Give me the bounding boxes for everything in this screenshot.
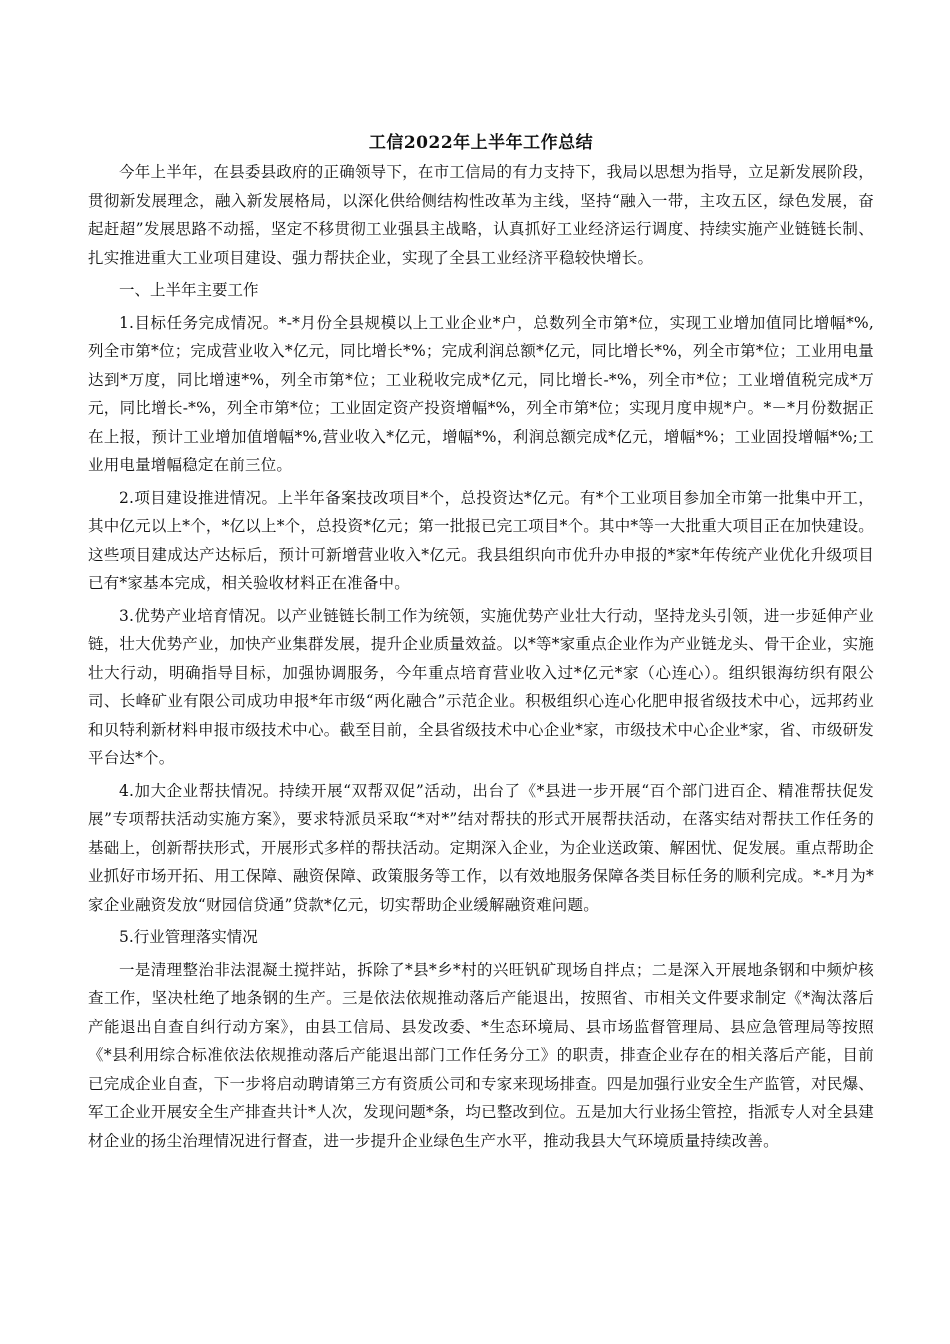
section-heading-1: 一、上半年主要工作 [119,281,259,299]
document-title: 工信2022年上半年工作总结 [368,133,594,153]
paragraph-item-3: 3.优势产业培育情况。以产业链链长制工作为统领，实施优势产业壮大行动，坚持龙头引领，进一步延伸产业链，壮大优势产业，加快产业集群发展，提升企业质量效益。以*等*家重点企业作为产业链龙头、骨干企业，实施壮大行动，明确指导目标，加强协调服务，今年重点培育营业收入过*亿元*家（心连心）。组织银海纺织有限公司、长峰矿业有限公司成功申报*年市级“两化融合”示范企业。积极组织心连心化肥申报省级技术中心，远邦药业和贝特利新材料申报市级技术中心。截至目前，全县省级技术中心企业*家，市级技术中心企业*家，省、市级研发平台达*个。 [88,606,874,767]
subheading-item-5: 5.行业管理落实情况 [119,928,258,946]
paragraph-item-1: 1.目标任务完成情况。*-*月份全县规模以上工业企业*户，总数列全市第*位，实现工业增加值同比增幅*%,列全市第*位；完成营业收入*亿元，同比增长*%；完成利润总额*亿元，同比增长*%，列全市第*位；工业用电量达到*万度，同比增速*%，列全市第*位；工业税收完成*亿元，同比增长-*%，列全市*位；工业增值税完成*万元，同比增长-*%，列全市第*位；工业固定资产投资增幅*%，列全市第*位；实现月度申规*户。*－*月份数据正在上报，预计工业增加值增幅*%,营业收入*亿元，增幅*%，利润总额完成*亿元，增幅*%；工业固投增幅*%;工业用电量增幅稳定在前三位。 [88,313,874,474]
paragraph-item-2: 2.项目建设推进情况。上半年备案技改项目*个，总投资达*亿元。有*个工业项目参加全市第一批集中开工，其中亿元以上*个，*亿以上*个，总投资*亿元；第一批报已完工项目*个。其中*等一大批重大项目正在加快建设。这些项目建成达产达标后，预计可新增营业收入*亿元。我县组织向市优升办申报的*家*年传统产业优化升级项目已有*家基本完成，相关验收材料正在准备中。 [88,488,874,592]
paragraph-item-5: 一是清理整治非法混凝土搅拌站，拆除了*县*乡*村的兴旺钒矿现场自拌点；二是深入开展地条钢和中频炉核查工作，坚决杜绝了地条钢的生产。三是依法依规推动落后产能退出，按照省、市相关文件要求制定《*淘汰落后产能退出自查自纠行动方案》，由县工信局、县发改委、*生态环境局、县市场监督管理局、县应急管理局等按照《*县利用综合标准依法依规推动落后产能退出部门工作任务分工》的职责，排查企业存在的相关落后产能，目前已完成企业自查，下一步将启动聘请第三方有资质公司和专家来现场排查。四是加强行业安全生产监管，对民爆、军工企业开展安全生产排查共计*人次，发现问题*条，均已整改到位。五是加大行业扬尘管控，指派专人对全县建材企业的扬尘治理情况进行督查，进一步提升企业绿色生产水平，推动我县大气环境质量持续改善。 [88,960,874,1150]
paragraph-item-4: 4.加大企业帮扶情况。持续开展“双帮双促”活动，出台了《*县进一步开展“百个部门进百企、精准帮扶促发展”专项帮扶活动实施方案》，要求特派员采取“*对*”结对帮扶的形式开展帮扶活动，在落实结对帮扶工作任务的基础上，创新帮扶形式，开展形式多样的帮扶活动。定期深入企业，为企业送政策、解困忧、促发展。重点帮助企业抓好市场开拓、用工保障、融资保障、政策服务等工作，以有效地服务保障各类目标任务的顺利完成。*-*月为*家企业融资发放“财园信贷通”贷款*亿元，切实帮助企业缓解融资难问题。 [88,781,874,914]
document-page [88,128,874,1159]
intro-paragraph: 今年上半年，在县委县政府的正确领导下，在市工信局的有力支持下，我局以思想为指导，立足新发展阶段，贯彻新发展理念，融入新发展格局，以深化供给侧结构性改革为主线，坚持“融入一带，主攻五区，绿色发展，奋起赶超”发展思路不动摇，坚定不移贯彻工业强县主战略，认真抓好工业经济运行调度、持续实施产业链链长制、扎实推进重大工业项目建设、强力帮扶企业，实现了全县工业经济平稳较快增长。 [88,163,874,267]
